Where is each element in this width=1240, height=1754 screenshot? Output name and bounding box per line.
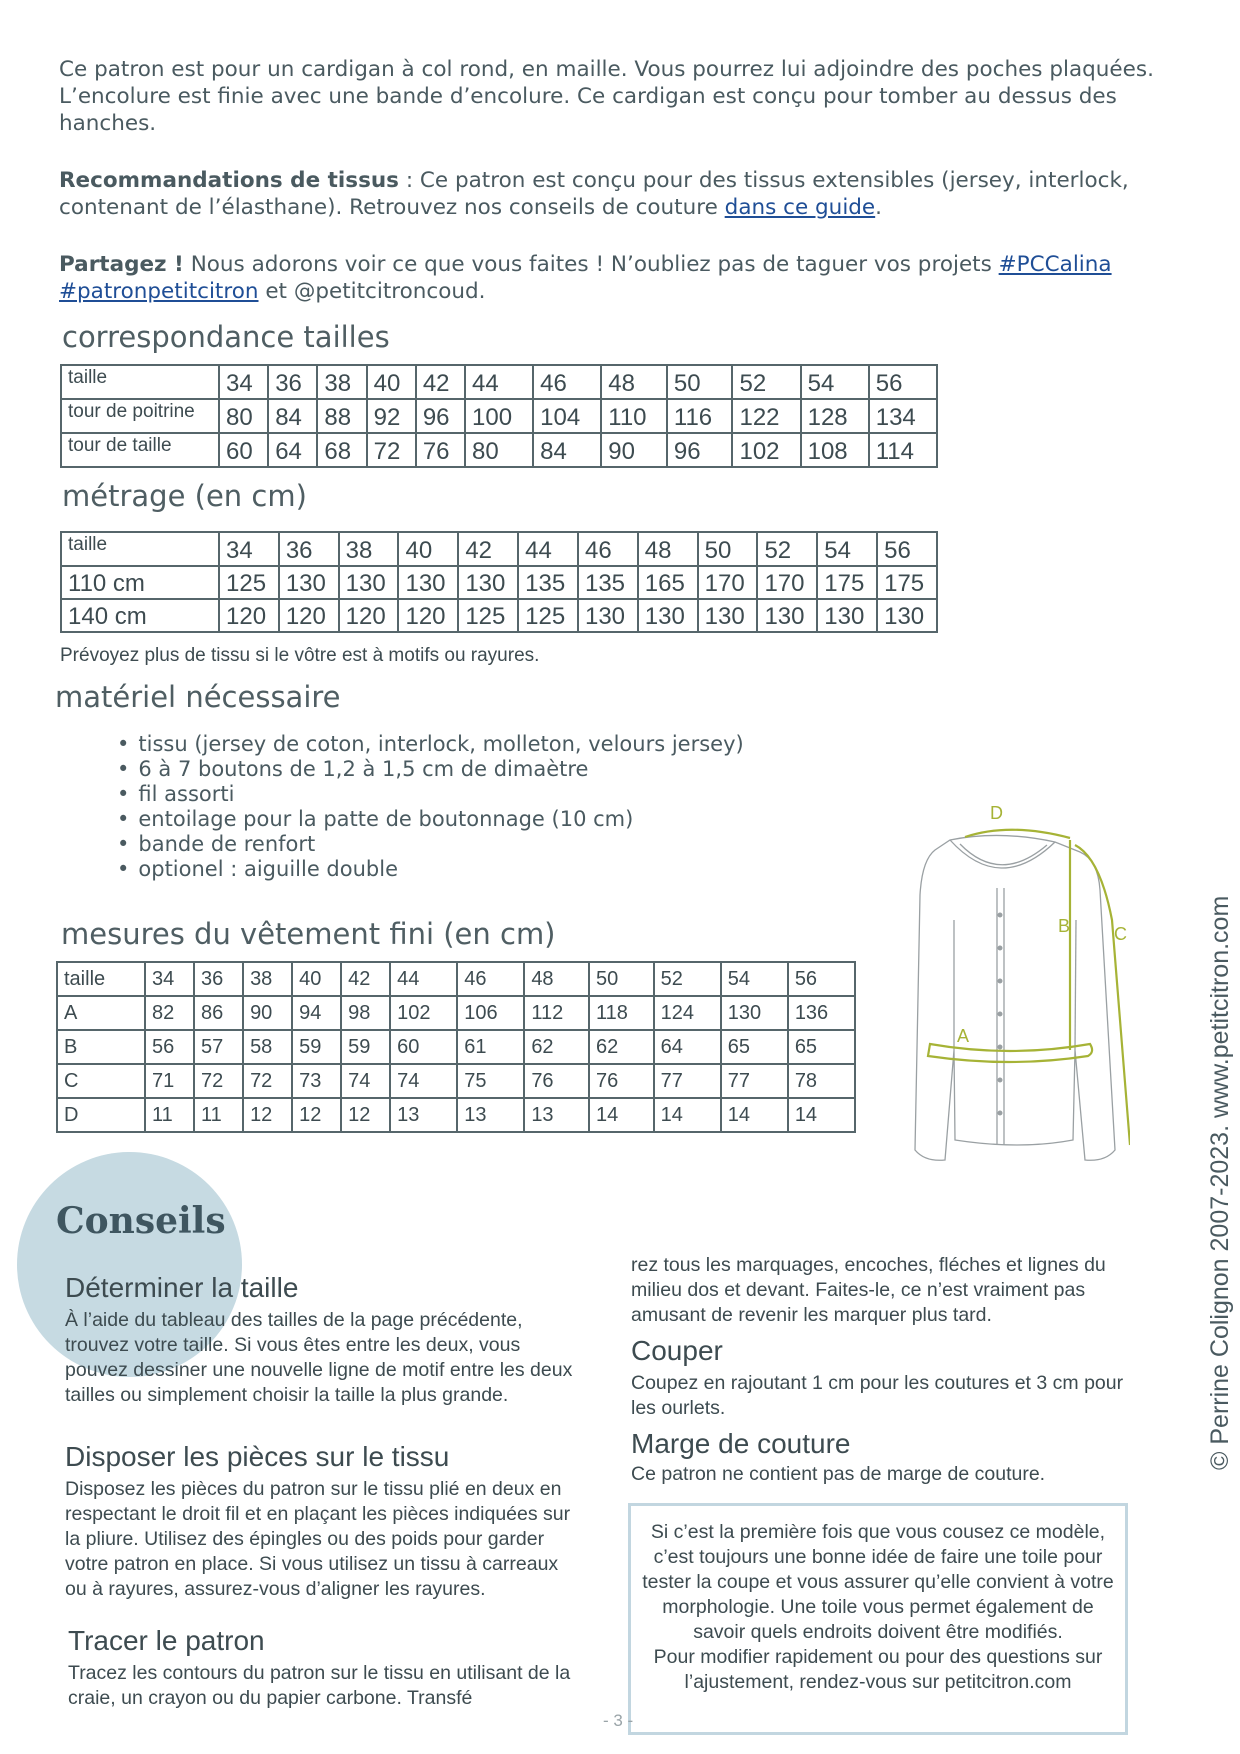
list-item: • 6 à 7 boutons de 1,2 à 1,5 cm de dimaètre	[117, 757, 744, 782]
table-cell: 56	[869, 365, 937, 399]
table-cell: 73	[292, 1064, 341, 1098]
table-cell: 14	[589, 1098, 654, 1132]
row-label: C	[57, 1064, 145, 1098]
table-cell: 100	[465, 399, 533, 433]
table-cell: 52	[732, 365, 800, 399]
table-row	[61, 433, 937, 467]
share-text: Nous adorons voir ce que vous faites ! N’oubliez pas de taguer vos projets	[183, 252, 999, 277]
table-cell: 38	[317, 365, 366, 399]
table-cell: 13	[457, 1098, 524, 1132]
table-cell: 72	[243, 1064, 292, 1098]
table-cell: 62	[524, 1030, 589, 1064]
table-cell: 116	[667, 399, 733, 433]
table-cell: 64	[268, 433, 317, 467]
sizes-table-title: correspondance tailles	[62, 320, 390, 354]
table-cell: 102	[732, 433, 800, 467]
table-row	[57, 996, 855, 1030]
row-label: taille	[61, 532, 219, 566]
heading-lay-pieces: Disposer les pièces sur le tissu	[65, 1441, 450, 1472]
table-cell: 92	[367, 399, 416, 433]
table-cell: 76	[589, 1064, 654, 1098]
table-cell: 60	[390, 1030, 457, 1064]
table-cell: 14	[654, 1098, 721, 1132]
finished-table-title: mesures du vêtement fini (en cm)	[61, 917, 556, 951]
buttons	[998, 913, 1003, 1116]
table-cell: 122	[732, 399, 800, 433]
page-number: - 3 -	[603, 1711, 634, 1730]
table-row	[61, 532, 937, 566]
table-cell: 65	[788, 1030, 855, 1064]
table-cell: 57	[194, 1030, 243, 1064]
table-cell: 14	[721, 1098, 788, 1132]
table-cell: 71	[145, 1064, 194, 1098]
table-cell: 40	[398, 532, 458, 566]
table-cell: 56	[788, 962, 855, 996]
table-cell: 135	[518, 566, 578, 599]
yardage-note: Prévoyez plus de tissu si le vôtre est à motifs ou rayures.	[60, 645, 540, 666]
text-determine-size: À l’aide du tableau des tailles de la page précédente, trouvez votre taille. Si vous êtes entre les deux, vous pouvez dessiner une nouvelle ligne de motif entre les deux tailles ou simplement choisir la taille la plus grande.	[65, 1309, 573, 1406]
table-row	[57, 1098, 855, 1132]
list-item: • entoilage pour la patte de boutonnage (10 cm)	[117, 807, 744, 832]
row-label: taille	[57, 962, 145, 996]
table-cell: 65	[721, 1030, 788, 1064]
row-label: 140 cm	[61, 599, 219, 632]
table-cell: 125	[219, 566, 279, 599]
table-cell: 46	[533, 365, 601, 399]
table-cell: 54	[817, 532, 877, 566]
table-cell: 64	[654, 1030, 721, 1064]
table-cell: 120	[398, 599, 458, 632]
table-row	[57, 962, 855, 996]
intro-text: Ce patron est pour un cardigan à col rond, en maille. Vous pourrez lui adjoindre des poches plaquées. L’encolure est finie avec une bande d’encolure. Ce cardigan est conçu pour tomber au dessus des hanches.	[59, 57, 1154, 136]
label-b: B	[1058, 916, 1071, 936]
table-cell: 50	[698, 532, 758, 566]
text-seam-allowance: Ce patron ne contient pas de marge de couture.	[631, 1463, 1046, 1485]
guide-link[interactable]: dans ce guide	[724, 195, 876, 220]
yardage-table	[60, 531, 938, 633]
table-cell: 134	[869, 399, 937, 433]
table-cell: 50	[667, 365, 733, 399]
table-row	[61, 599, 937, 632]
row-label: 110 cm	[61, 566, 219, 599]
table-cell: 94	[292, 996, 341, 1030]
table-row	[57, 1030, 855, 1064]
table-cell: 130	[757, 599, 817, 632]
heading-cut: Couper	[631, 1335, 723, 1366]
table-cell: 98	[341, 996, 390, 1030]
table-cell: 12	[243, 1098, 292, 1132]
row-label: tour de taille	[61, 433, 219, 467]
text-lay-pieces: Disposez les pièces du patron sur le tissu plié en deux en respectant le droit fil et en plaçant les pièces indiquées sur la pliure. Utilisez des épingles ou des poids pour garder votre patron en place. Si vous utilisez un tissu à carreaux ou à rayures, assurez-vous d’aligner les rayures.	[65, 1478, 571, 1600]
finished-table	[56, 961, 856, 1133]
share-heading: Partagez !	[59, 252, 184, 277]
table-row	[61, 365, 937, 399]
table-cell: 130	[721, 996, 788, 1030]
table-cell: 68	[317, 433, 366, 467]
table-cell: 42	[458, 532, 518, 566]
table-cell: 75	[457, 1064, 524, 1098]
table-cell: 124	[654, 996, 721, 1030]
table-cell: 110	[601, 399, 667, 433]
fabric-end: .	[875, 195, 883, 220]
row-label: tour de poitrine	[61, 399, 219, 433]
table-cell: 48	[524, 962, 589, 996]
table-cell: 52	[757, 532, 817, 566]
table-cell: 130	[339, 566, 399, 599]
table-cell: 36	[268, 365, 317, 399]
sizes-table	[60, 364, 938, 468]
table-cell: 40	[367, 365, 416, 399]
label-c: C	[1114, 924, 1127, 944]
text-trace: Tracez les contours du patron sur le tissu en utilisant de la craie, un crayon ou du papier carbone. Transfé	[68, 1662, 571, 1709]
share-paragraph	[59, 251, 1189, 305]
table-cell: 130	[458, 566, 518, 599]
conseils-title: Conseils	[56, 1200, 226, 1242]
table-cell: 34	[145, 962, 194, 996]
table-cell: 130	[817, 599, 877, 632]
fabric-text: : Ce patron est conçu pour des tissus extensibles (jersey, interlock, contenant de l’élasthane). Retrouvez nos conseils de couture	[59, 168, 1129, 220]
tip-box-text-1: Si c’est la première fois que vous cousez ce modèle, c’est toujours une bonne idée de faire une toile pour tester la coupe et vous assurer qu’elle convient à votre morphologie. Une toile vous permet également de savoir quels endroits doivent être modifiés.	[642, 1521, 1114, 1643]
table-cell: 72	[194, 1064, 243, 1098]
tip-box-text-2: Pour modifier rapidement ou pour des questions sur l’ajustement, rendez-vous sur petitcitron.com	[653, 1646, 1103, 1693]
table-cell: 90	[243, 996, 292, 1030]
table-cell: 48	[601, 365, 667, 399]
table-cell: 61	[457, 1030, 524, 1064]
table-cell: 125	[518, 599, 578, 632]
table-cell: 106	[457, 996, 524, 1030]
table-cell: 112	[524, 996, 589, 1030]
table-cell: 102	[390, 996, 457, 1030]
list-item: • fil assorti	[117, 782, 744, 807]
table-cell: 72	[367, 433, 416, 467]
heading-seam-allowance: Marge de couture	[631, 1428, 851, 1459]
measure-lines	[928, 830, 1130, 1145]
table-cell: 34	[219, 365, 268, 399]
table-cell: 56	[145, 1030, 194, 1064]
table-cell: 80	[219, 399, 268, 433]
table-cell: 44	[390, 962, 457, 996]
table-cell: 74	[390, 1064, 457, 1098]
measure-line-c	[1075, 845, 1130, 1145]
tip-box	[628, 1503, 1128, 1735]
table-cell: 175	[817, 566, 877, 599]
table-cell: 130	[398, 566, 458, 599]
list-item: • tissu (jersey de coton, interlock, molleton, velours jersey)	[117, 732, 744, 757]
row-label: D	[57, 1098, 145, 1132]
table-cell: 48	[638, 532, 698, 566]
label-d: D	[990, 803, 1003, 823]
table-cell: 59	[341, 1030, 390, 1064]
table-cell: 170	[757, 566, 817, 599]
table-cell: 130	[638, 599, 698, 632]
table-cell: 62	[589, 1030, 654, 1064]
table-cell: 59	[292, 1030, 341, 1064]
table-row	[57, 1064, 855, 1098]
table-cell: 11	[145, 1098, 194, 1132]
table-cell: 44	[465, 365, 533, 399]
heading-trace: Tracer le patron	[68, 1625, 265, 1656]
table-cell: 58	[243, 1030, 292, 1064]
table-cell: 13	[390, 1098, 457, 1132]
table-cell: 13	[524, 1098, 589, 1132]
table-cell: 170	[698, 566, 758, 599]
table-cell: 12	[341, 1098, 390, 1132]
table-cell: 50	[589, 962, 654, 996]
table-cell: 120	[279, 599, 339, 632]
table-cell: 38	[339, 532, 399, 566]
copyright-vertical: © Perrine Colignon 2007-2023. www.petitcitron.com	[1206, 895, 1234, 1470]
intro-paragraph	[59, 56, 1189, 137]
table-cell: 40	[292, 962, 341, 996]
table-cell: 54	[721, 962, 788, 996]
table-cell: 56	[877, 532, 937, 566]
table-cell: 114	[869, 433, 937, 467]
table-cell: 11	[194, 1098, 243, 1132]
table-cell: 46	[578, 532, 638, 566]
table-cell: 125	[458, 599, 518, 632]
table-cell: 74	[341, 1064, 390, 1098]
table-cell: 88	[317, 399, 366, 433]
table-cell: 96	[667, 433, 733, 467]
table-cell: 84	[533, 433, 601, 467]
table-cell: 38	[243, 962, 292, 996]
fabric-heading: Recommandations de tissus	[59, 168, 399, 193]
list-item: • optionel : aiguille double	[117, 857, 744, 882]
table-cell: 120	[219, 599, 279, 632]
table-cell: 118	[589, 996, 654, 1030]
list-item: • bande de renfort	[117, 832, 744, 857]
table-cell: 165	[638, 566, 698, 599]
table-cell: 96	[416, 399, 465, 433]
table-cell: 84	[268, 399, 317, 433]
table-cell: 42	[341, 962, 390, 996]
fabric-recommendations	[59, 167, 1189, 221]
table-cell: 52	[654, 962, 721, 996]
materials-title: matériel nécessaire	[55, 680, 341, 714]
table-cell: 80	[465, 433, 533, 467]
table-cell: 76	[416, 433, 465, 467]
share-end: et @petitcitroncoud.	[258, 279, 486, 304]
yardage-table-title: métrage (en cm)	[62, 479, 307, 513]
cardigan-diagram	[890, 800, 1130, 1175]
materials-list	[117, 732, 744, 882]
table-cell: 54	[801, 365, 869, 399]
table-cell: 44	[518, 532, 578, 566]
row-label: B	[57, 1030, 145, 1064]
heading-determine-size: Déterminer la taille	[65, 1272, 299, 1303]
table-cell: 120	[339, 599, 399, 632]
table-cell: 42	[416, 365, 465, 399]
table-cell: 128	[801, 399, 869, 433]
table-cell: 78	[788, 1064, 855, 1098]
table-cell: 130	[578, 599, 638, 632]
hashtag-link-pccalina[interactable]: #PCCalina	[998, 252, 1112, 277]
table-cell: 108	[801, 433, 869, 467]
cardigan-outline	[915, 835, 1115, 1160]
table-cell: 82	[145, 996, 194, 1030]
table-cell: 60	[219, 433, 268, 467]
table-cell: 77	[654, 1064, 721, 1098]
measure-line-a	[928, 1044, 1092, 1062]
table-cell: 77	[721, 1064, 788, 1098]
table-cell: 12	[292, 1098, 341, 1132]
table-cell: 130	[877, 599, 937, 632]
table-cell: 175	[877, 566, 937, 599]
table-cell: 104	[533, 399, 601, 433]
table-cell: 14	[788, 1098, 855, 1132]
table-cell: 76	[524, 1064, 589, 1098]
table-cell: 36	[279, 532, 339, 566]
table-cell: 135	[578, 566, 638, 599]
table-cell: 130	[698, 599, 758, 632]
label-a: A	[957, 1026, 970, 1046]
table-cell: 34	[219, 532, 279, 566]
table-cell: 86	[194, 996, 243, 1030]
table-cell: 90	[601, 433, 667, 467]
table-row	[61, 566, 937, 599]
text-cut: Coupez en rajoutant 1 cm pour les coutures et 3 cm pour les ourlets.	[631, 1372, 1124, 1419]
table-cell: 136	[788, 996, 855, 1030]
table-cell: 36	[194, 962, 243, 996]
table-cell: 130	[279, 566, 339, 599]
row-label: A	[57, 996, 145, 1030]
hashtag-link-patron-petitcitron[interactable]: #patronpetitcitron	[59, 279, 259, 304]
table-cell: 46	[457, 962, 524, 996]
text-trace-continued: rez tous les marquages, encoches, fléches et lignes du milieu dos et devant. Faites-le, ce n’est vraiment pas amusant de revenir les marquer plus tard.	[631, 1254, 1106, 1326]
row-label: taille	[61, 365, 219, 399]
table-row	[61, 399, 937, 433]
